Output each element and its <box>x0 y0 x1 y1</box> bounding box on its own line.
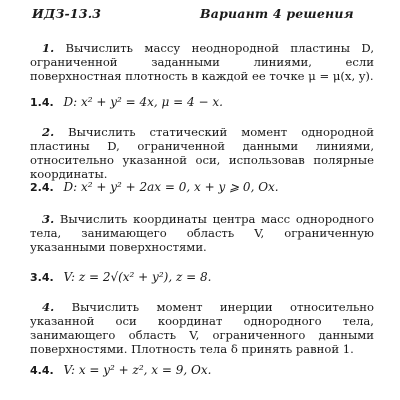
task-1-answer-formula: D: x² + y² = 4x, μ = 4 − x. <box>63 95 223 109</box>
task-1-text: Вычислить массу неоднородной пластины D, ограниченной заданными линиями, если поверхностная плотность в каждой ее точке μ = μ(x, y). <box>30 41 375 83</box>
task-2-text: Вычислить статический момент однородной пластины D, ограниченной данными линиями, относительно указанной оси, использовав полярные координаты. <box>30 125 374 181</box>
task-4-number: 4. <box>42 300 55 314</box>
task-2-statement <box>30 125 374 181</box>
task-2-number: 2. <box>42 125 55 139</box>
task-1-number: 1. <box>42 41 55 55</box>
task-4-answer <box>30 363 374 378</box>
task-1-answer-number: 1.4. <box>30 96 54 109</box>
header-right-title: Вариант 4 решения <box>200 6 354 21</box>
task-3-text: Вычислить координаты центра масс однородного тела, занимающего область V, ограниченную указанными поверхностями. <box>30 212 374 254</box>
task-2-answer-number: 2.4. <box>30 181 54 194</box>
task-3-answer <box>30 270 374 285</box>
task-3-number: 3. <box>42 212 55 226</box>
task-1-statement <box>30 41 374 83</box>
task-3-answer-formula: V: z = 2√(x² + y²), z = 8. <box>63 270 212 284</box>
task-1-answer <box>30 95 374 110</box>
task-4-answer-number: 4.4. <box>30 364 54 377</box>
task-4-statement <box>30 300 374 356</box>
task-4-text: Вычислить момент инерции относительно указанной оси координат однородного тела, занимающего область V, ограниченного данными поверхностями. Плотность тела δ принять равной 1. <box>30 300 375 356</box>
task-2-answer <box>30 180 374 195</box>
task-2-answer-formula: D: x² + y² + 2ax = 0, x + y ⩾ 0, Ox. <box>63 180 279 194</box>
task-4-answer-formula: V: x = y² + z², x = 9, Ox. <box>63 363 212 377</box>
header-left-title: ИДЗ-13.3 <box>32 6 102 21</box>
task-3-answer-number: 3.4. <box>30 271 54 284</box>
task-3-statement <box>30 212 374 254</box>
